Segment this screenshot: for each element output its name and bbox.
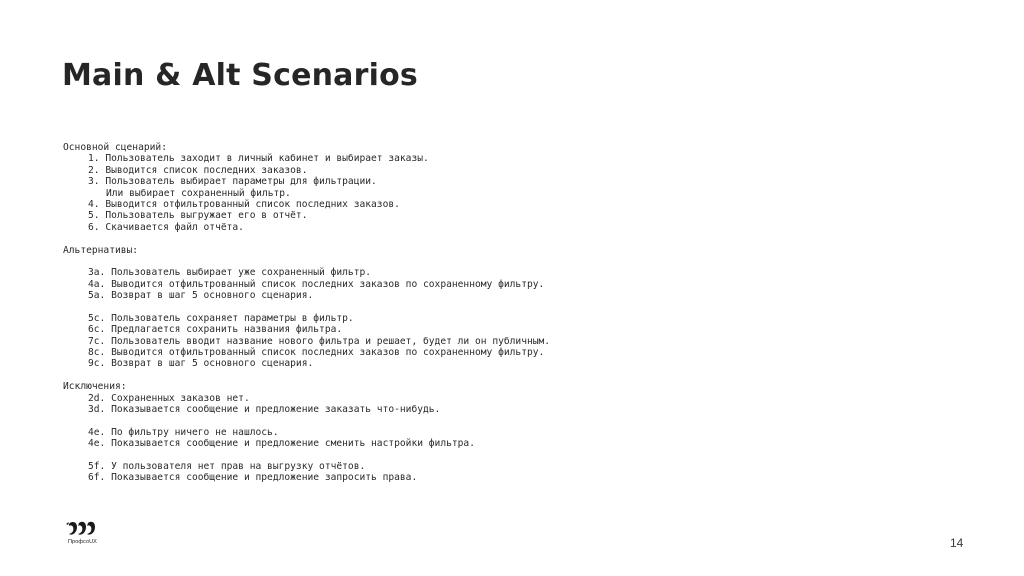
exceptions-heading: Исключения: [63, 381, 127, 393]
spacer [63, 233, 963, 244]
exception-step: 3d. Показывается сообщение и предложение заказать что-нибудь. [88, 403, 441, 415]
main-step: 6. Скачивается файл отчёта. [88, 221, 244, 233]
alternative-step: 3a. Пользователь выбирает уже сохраненный фильтр. [88, 267, 372, 279]
exception-step: 4e. По фильтру ничего не нашлось. [88, 426, 279, 438]
spacer [63, 450, 963, 461]
spacer [63, 256, 963, 267]
exception-step: 2d. Сохраненных заказов нет. [88, 392, 250, 404]
alternative-step: 5a. Возврат в шаг 5 основного сценария. [88, 290, 314, 302]
main-step: 5. Пользователь выгружает его в отчёт. [88, 210, 308, 222]
spacer [63, 415, 963, 426]
alternatives-heading: Альтернативы: [63, 244, 139, 256]
main-step: 4. Выводится отфильтрованный список последних заказов. [88, 198, 400, 210]
alternative-step: 8c. Выводится отфильтрованный список последних заказов по сохраненному фильтру. [88, 347, 545, 359]
exception-step: 6f. Показывается сообщение и предложение запросить права. [88, 472, 418, 484]
alternative-step: 7c. Пользователь вводит название нового фильтра и решает, будет ли он публичным. [88, 335, 551, 347]
exception-step: 5f. У пользователя нет прав на выгрузку отчётов. [88, 460, 366, 472]
spacer [63, 370, 963, 381]
scenario-text [63, 142, 963, 484]
alternative-step: 5c. Пользователь сохраняет параметры в фильтр. [88, 312, 354, 324]
alternative-step: 6c. Предлагается сохранить названия фильтра. [88, 324, 343, 336]
main-step: 2. Выводится список последних заказов. [88, 164, 308, 176]
main-step-continuation: Или выбирает сохраненный фильтр. [106, 187, 291, 199]
spacer [63, 301, 963, 312]
page-number: 14 [950, 536, 964, 550]
exception-step: 4e. Показывается сообщение и предложение сменить настройки фильтра. [88, 438, 475, 450]
alternative-step: 4a. Выводится отфильтрованный список последних заказов по сохраненному фильтру. [88, 278, 545, 290]
main-scenario-heading: Основной сценарий: [63, 142, 167, 153]
main-step: 3. Пользователь выбирает параметры для фильтрации. [88, 176, 377, 188]
alternative-step: 9c. Возврат в шаг 5 основного сценария. [88, 358, 314, 370]
slide-title: Main & Alt Scenarios [62, 58, 418, 93]
main-step: 1. Пользователь заходит в личный кабинет и выбирает заказы. [88, 153, 429, 165]
brand-logo-text: ПрофсоUX [68, 539, 97, 545]
